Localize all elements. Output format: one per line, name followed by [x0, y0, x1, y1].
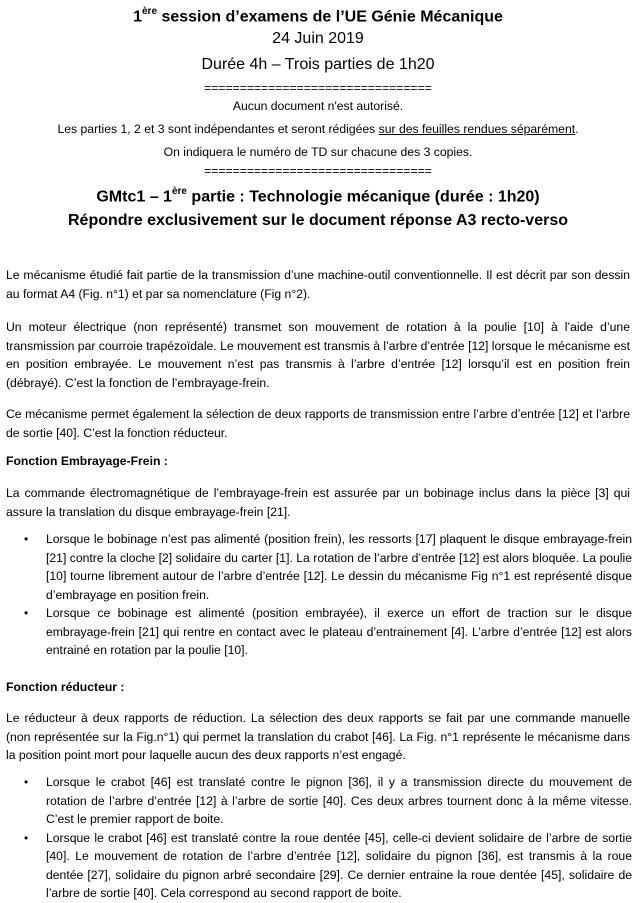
paragraph-motor: Un moteur électrique (non représenté) transmet son mouvement de rotation à la poulie [10] à l’aide d’une transmission par courroie trapézoïdale. Le mouvement est transmis à l’arbre d’entrée [12] lorsque le mécanisme est en position embrayée. Le mouvement n’est pas transmis à l’arbre d’entrée [12] lorsqu’il est en position frein (débrayé). C’est la fonction de l’embrayage-frein. [6, 320, 630, 390]
part-title-post: partie : Technologie mécanique (durée : 1h20) [186, 188, 540, 206]
separator-top: ================================ [204, 81, 432, 95]
list-item [24, 604, 632, 660]
heading-embrayage-frein: Fonction Embrayage-Frein : [6, 454, 168, 468]
parts-notice [0, 121, 636, 137]
bullet-list-embrayage [0, 530, 636, 660]
paragraph-reducer: Le réducteur à deux rapports de réduction. La sélection des deux rapports se fait par une commande manuelle (non représentée sur la Fig.n°1) qui permet la translation du crabot [46]. La Fig. n°1 représente le mécanisme dans la position point mort pour laquelle aucun des deux rapports n’est engagé. [6, 711, 630, 762]
parts-notice-pre: Les parties 1, 2 et 3 sont indépendantes et seront rédigées [57, 122, 379, 136]
list-item-text: Lorsque le crabot [46] est translaté contre le pignon [36], il y a transmission directe du mouvement de rotation de l’arbre d’entrée [12] à l’arbre de sortie [40]. Ces deux arbres tournent donc à la même vitesse. C’est le premier rapport de boite. [46, 775, 632, 826]
separator-bottom: ================================ [204, 164, 432, 178]
no-document-notice: Aucun document n'est autorisé. [232, 99, 404, 113]
part-subtitle: Répondre exclusivement sur le document réponse A3 recto-verso [67, 212, 568, 229]
paragraph-reducer-intro: Ce mécanisme permet également la sélection de deux rapports de transmission entre l’arbre d’entrée [12] et l’arbre de sortie [40]. C’est la fonction réducteur. [6, 407, 630, 440]
parts-notice-underlined: sur des feuilles rendues séparément [378, 122, 576, 136]
list-item [24, 829, 632, 903]
bullet-icon: • [24, 606, 29, 620]
part-title-pre: GMtc1 – 1 [96, 188, 172, 206]
list-item-text: Lorsque ce bobinage est alimenté (position embrayée), il exerce un effort de traction sur le disque embrayage-frein [21] qui rentre en contact avec le plateau d’entrainement [4]. L’arbre d’entrée [12] est alors entrainé en rotation par la poulie [10]. [46, 606, 632, 657]
bullet-icon: • [24, 775, 29, 789]
bullet-list-reducteur [0, 773, 636, 903]
td-notice: On indiquera le numéro de TD sur chacune des 3 copies. [163, 145, 473, 159]
bullet-icon: • [24, 532, 29, 546]
bullet-icon: • [24, 830, 29, 845]
paragraph-intro: Le mécanisme étudié fait partie de la transmission d’une machine-outil conventionnelle. Il est décrit par son dessin au format A4 (Fig. n°1) et par sa nomenclature (Fig n°2). [6, 268, 630, 301]
exam-duration: Durée 4h – Trois parties de 1h20 [201, 56, 435, 73]
session-sup: ère [141, 6, 157, 17]
list-item-text: Lorsque le bobinage n’est pas alimenté (position frein), les ressorts [17] plaquent le disque embrayage-frein [21] contre la cloche [2] solidaire du carter [1]. La rotation de l’arbre d’entrée [12] est alors bloquée. La poulie [10] tourne librement autour de l’arbre d’entrée [12]. Le dessin du mécanisme Fig n°1 est représenté disque d’embrayage en position frein. [46, 532, 632, 602]
paragraph-command: La commande électromagnétique de l’embrayage-frein est assurée par un bobinage inclus dans la pièce [3] qui assure la translation du disque embrayage-frein [21]. [6, 486, 630, 519]
list-item [24, 530, 632, 604]
session-title: 1ère session d’examens de l’UE Génie Mécanique [133, 6, 503, 26]
part-title [0, 182, 636, 208]
list-item-text: Lorsque le crabot [46] est translaté contre la roue dentée [45], celle-ci devient solidaire de l’arbre de sortie [40]. Le mouvement de rotation de l’arbre d’entrée [12], solidaire du pignon [36], est transmis à la roue dentée [27], solidaire du pignon arbré secondaire [29]. Ce dernier entraine la roue dentée [45], solidaire de l’arbre de sortie [40]. Cela correspond au second rapport de boite. [46, 830, 632, 900]
exam-date: 24 Juin 2019 [272, 30, 364, 47]
part-title-sup: ère [171, 186, 187, 197]
heading-reducteur: Fonction réducteur : [6, 680, 125, 694]
session-title-text: session d’examens de l’UE Génie Mécanique [157, 8, 503, 26]
parts-notice-post: . [575, 122, 579, 136]
list-item [24, 773, 632, 829]
